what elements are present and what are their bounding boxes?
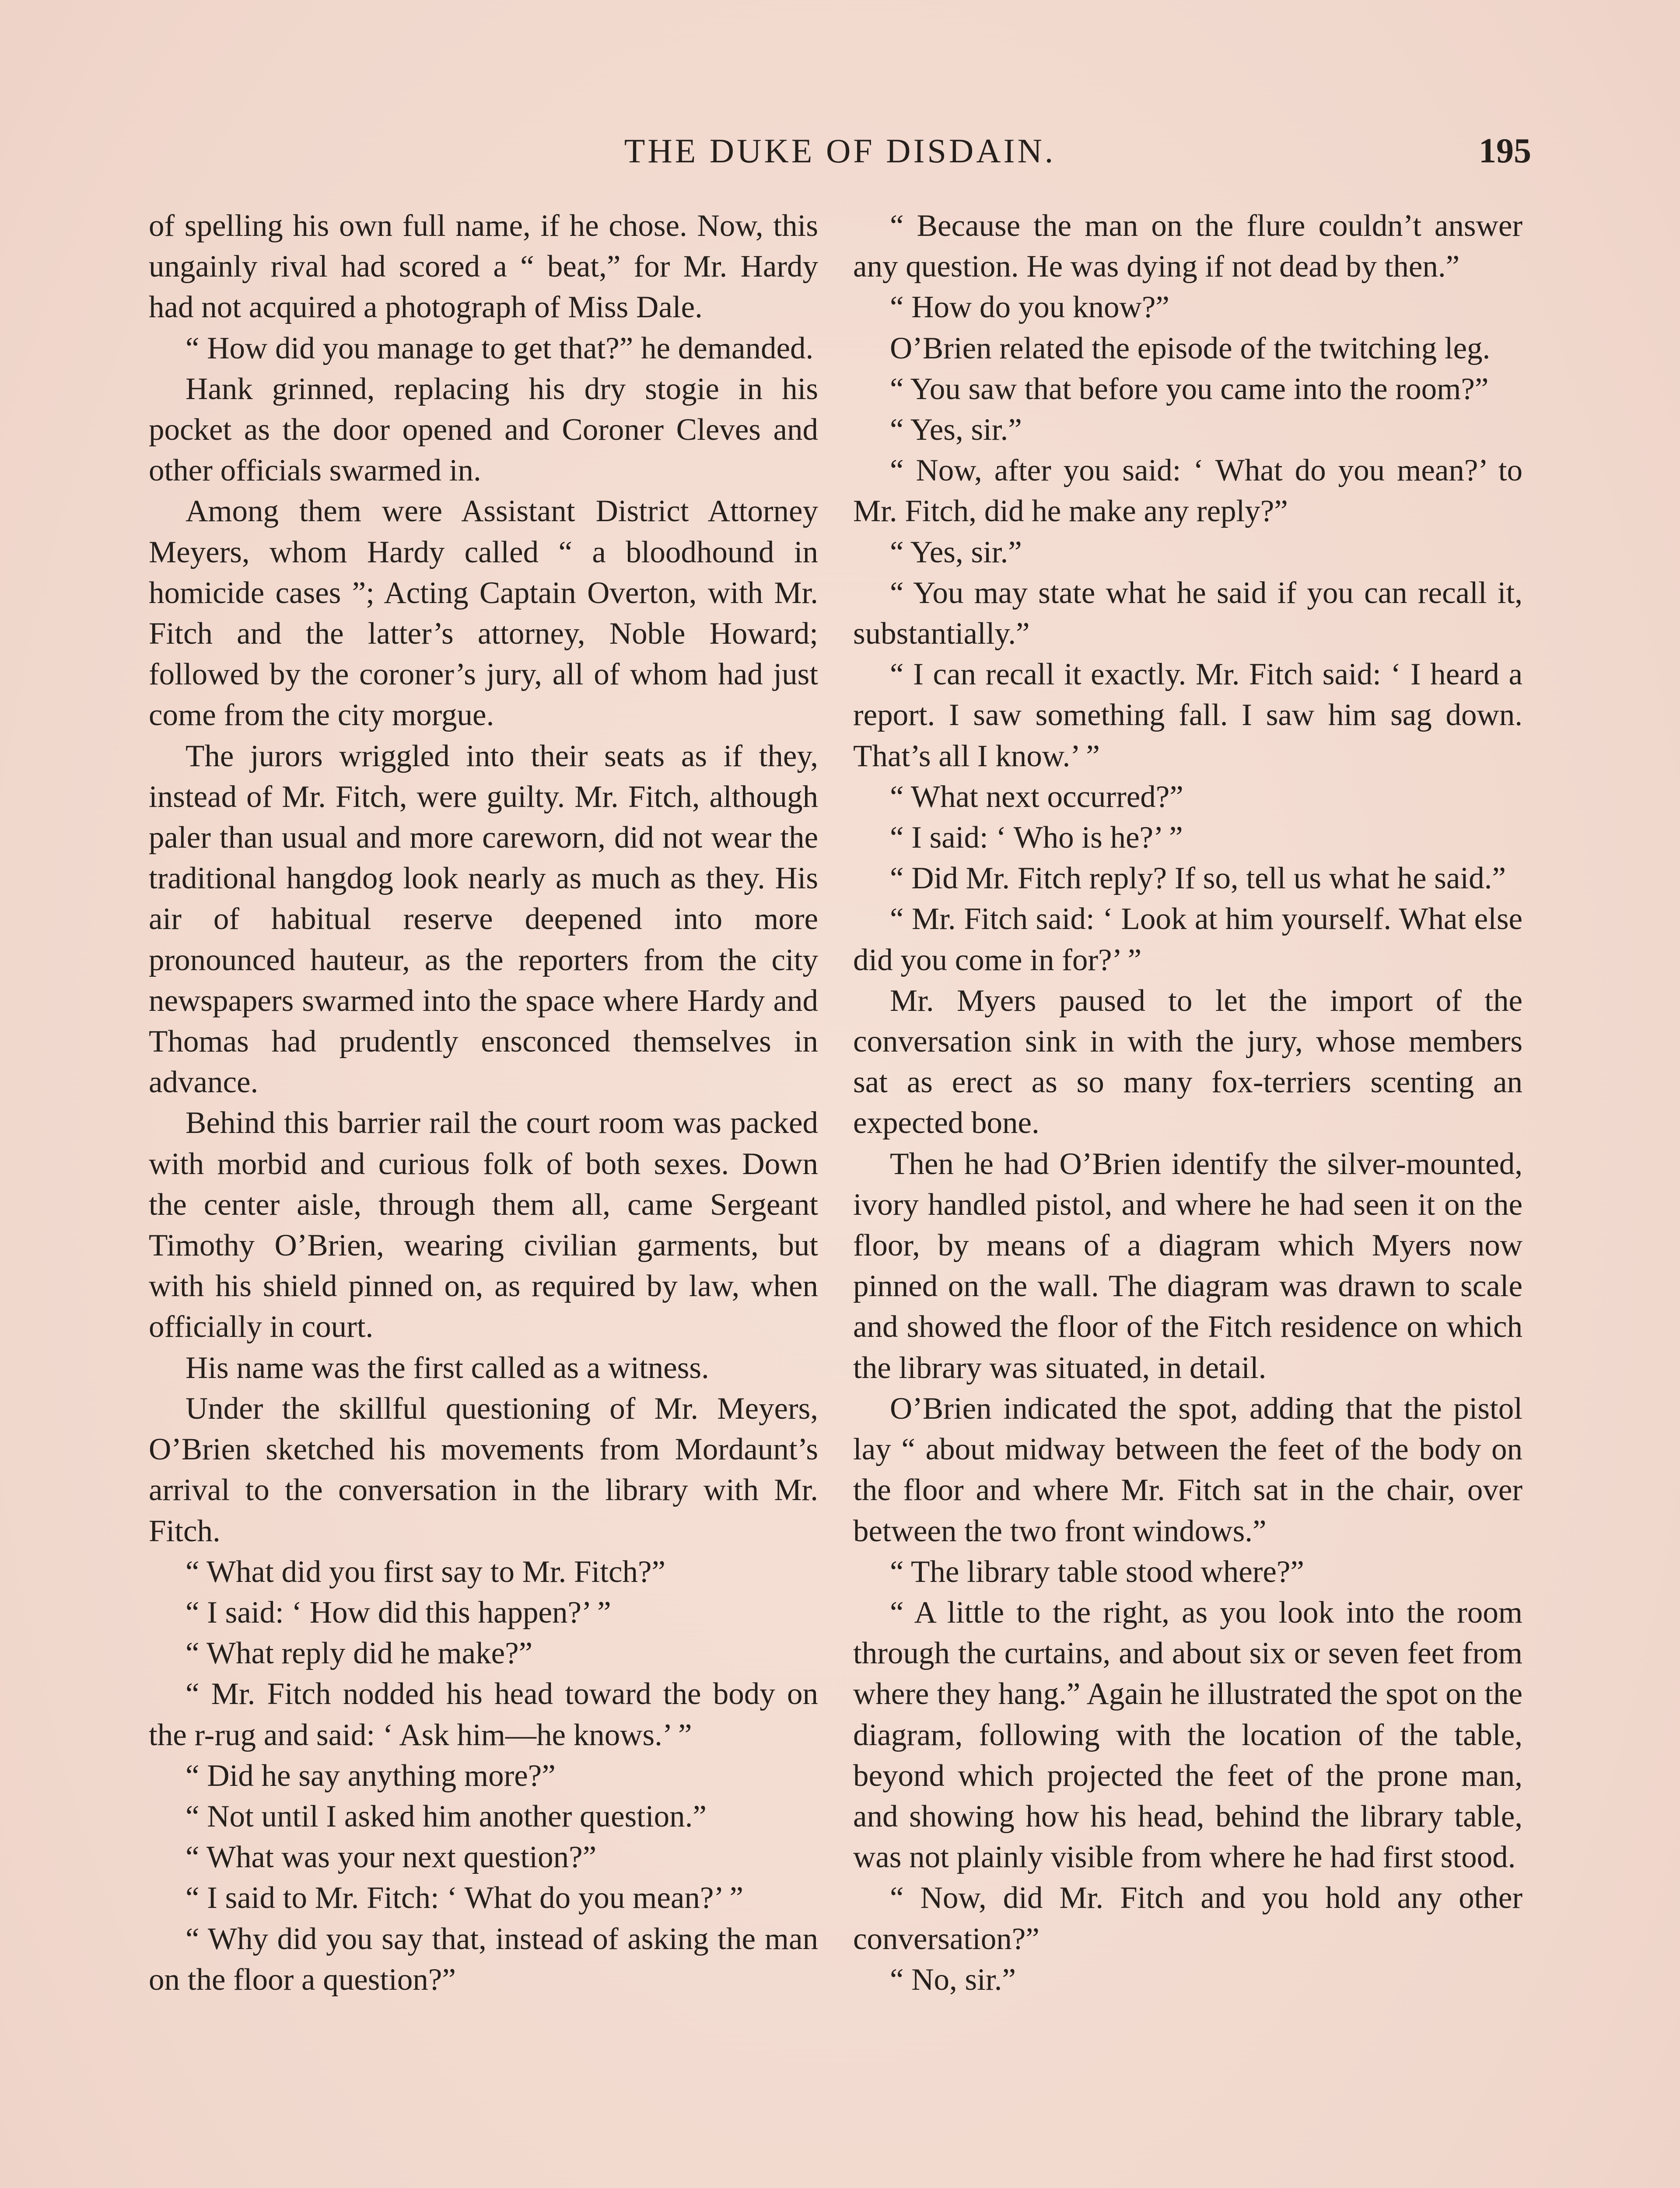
left-column [149, 206, 818, 2000]
paragraph: “ I said: ‘ How did this happen?’ ” [186, 1595, 611, 1630]
paragraph: Under the skillful questioning of Mr. Meyers, O’Brien sketched his movements from Mordaunt’s arrival to the conversation in the library with Mr. Fitch. [149, 1391, 818, 1548]
paragraph: “ I said: ‘ Who is he?’ ” [890, 820, 1183, 855]
paragraph: “ What reply did he make?” [186, 1636, 533, 1671]
paragraph: of spelling his own full name, if he chose. Now, this ungainly rival had scored a “ beat,” for Mr. Hardy had not acquired a photograph of Miss Dale. [149, 209, 818, 325]
paragraph: “ Now, did Mr. Fitch and you hold any other conversation?” [853, 1881, 1522, 1956]
paragraph: “ What next occurred?” [890, 779, 1183, 814]
paragraph: The jurors wriggled into their seats as if they, instead of Mr. Fitch, were guilty. Mr. Fitch, although paler than usual and more careworn, did not wear the traditional hangdog look nearly as much as they. His air of habitual reserve deepened into more pronounced hauteur, as the reporters from the city newspapers swarmed into the space where Hardy and Thomas had prudently ensconced themselves in advance. [149, 739, 818, 1100]
paragraph: “ Because the man on the flure couldn’t answer any question. He was dying if not dead by then.” [853, 209, 1522, 284]
paragraph: “ Did he say anything more?” [186, 1758, 556, 1793]
paragraph: “ Now, after you said: ‘ What do you mean?’ to Mr. Fitch, did he make any reply?” [853, 453, 1522, 529]
paragraph: “ Yes, sir.” [890, 413, 1022, 447]
paragraph: “ Yes, sir.” [890, 535, 1022, 569]
paragraph: “ I said to Mr. Fitch: ‘ What do you mean?’ ” [186, 1881, 744, 1915]
paragraph: “ You saw that before you came into the room?” [890, 372, 1489, 406]
running-head [149, 127, 1531, 175]
paragraph: Among them were Assistant District Attorney Meyers, whom Hardy called “ a bloodhound in homicide cases ”; Acting Captain Overton, with Mr. Fitch and the latter’s attorney, Noble Howard; followed by the coroner’s jury, all of whom had just come from the city morgue. [149, 494, 818, 733]
paragraph: His name was the first called as a witness. [186, 1350, 709, 1385]
paragraph: “ I can recall it exactly. Mr. Fitch said: ‘ I heard a report. I saw something fall. I saw him sag down. That’s all I know.’ ” [853, 657, 1522, 773]
paragraph: “ Not until I asked him another question.” [186, 1799, 707, 1834]
paragraph: Hank grinned, replacing his dry stogie in his pocket as the door opened and Coroner Cleves and other officials swarmed in. [149, 372, 818, 488]
paragraph: “ What was your next question?” [186, 1840, 597, 1875]
paragraph: “ You may state what he said if you can recall it, substantially.” [853, 575, 1522, 651]
paragraph: “ A little to the right, as you look into the room through the curtains, and about six or seven feet from where they hang.” Again he illustrated the spot on the diagram, following with the location of the table, beyond which projected the feet of the prone man, and showing how his head, behind the library table, was not plainly visible from where he had first stood. [853, 1595, 1522, 1875]
paragraph: “ What did you first say to Mr. Fitch?” [186, 1554, 666, 1589]
right-column [853, 206, 1522, 2000]
paragraph: Behind this barrier rail the court room was packed with morbid and curious folk of both sexes. Down the center aisle, through them all, came Sergeant Timothy O’Brien, wearing civilian garments, but with his shield pinned on, as required by law, when officially in court. [149, 1106, 818, 1344]
paragraph: “ How do you know?” [890, 290, 1169, 325]
paragraph: “ How did you manage to get that?” he demanded. [186, 331, 814, 365]
paragraph: Then he had O’Brien identify the silver-mounted, ivory handled pistol, and where he had seen it on the floor, by means of a diagram which Myers now pinned on the wall. The diagram was drawn to scale and showed the floor of the Fitch residence on which the library was situated, in detail. [853, 1147, 1522, 1385]
paragraph: “ Mr. Fitch said: ‘ Look at him yourself. What else did you come in for?’ ” [853, 902, 1522, 977]
paragraph: O’Brien indicated the spot, adding that the pistol lay “ about midway between the feet of the body on the floor and where Mr. Fitch sat in the chair, over between the two front windows.” [853, 1391, 1522, 1548]
paragraph: “ No, sir.” [890, 1962, 1016, 1997]
running-title: THE DUKE OF DISDAIN. [624, 132, 1056, 170]
page-number: 195 [1479, 132, 1531, 170]
paragraph: “ Did Mr. Fitch reply? If so, tell us what he said.” [890, 861, 1506, 896]
paragraph: “ The library table stood where?” [890, 1554, 1304, 1589]
paragraph: Mr. Myers paused to let the import of the conversation sink in with the jury, whose members sat as erect as so many fox-terriers scenting an expected bone. [853, 983, 1522, 1140]
paragraph: “ Why did you say that, instead of asking the man on the floor a question?” [149, 1922, 818, 1997]
paragraph: “ Mr. Fitch nodded his head toward the body on the r-rug and said: ‘ Ask him—he knows.’ ” [149, 1677, 818, 1752]
paragraph: O’Brien related the episode of the twitching leg. [890, 331, 1491, 365]
